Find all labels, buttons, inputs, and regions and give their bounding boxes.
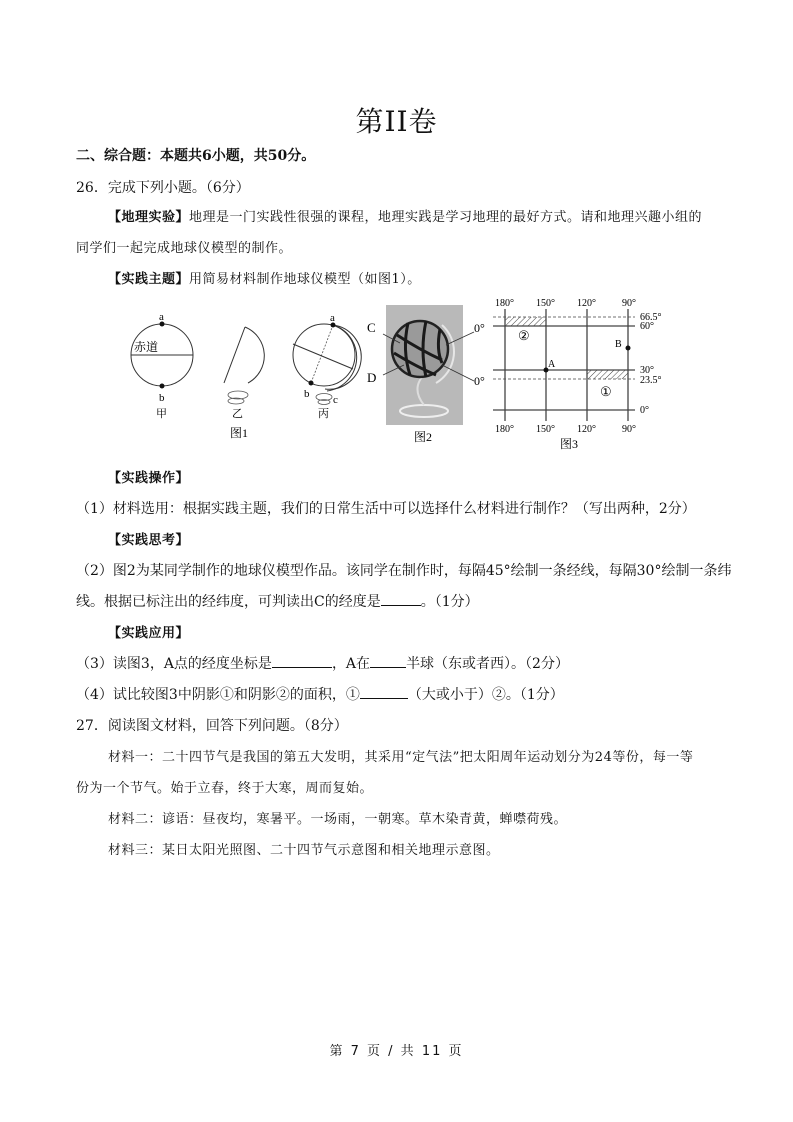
fig1-bing-point-b: b xyxy=(304,388,310,400)
fig3-top-lon-120: 120° xyxy=(577,298,596,309)
application-label: 【实践应用】 xyxy=(108,626,190,641)
fig3-point-a: A xyxy=(548,359,556,370)
sub2-points: 。（1分） xyxy=(420,594,479,610)
figure-2-globe-photo xyxy=(362,305,492,450)
theme-label: 【实践主题】 xyxy=(108,272,190,287)
sub4-text-pre: （4）试比较图3中阴影①和阴影②的面积，① xyxy=(76,687,360,703)
fig2-label-c: C xyxy=(367,320,376,335)
fig2-degree-bottom: 0° xyxy=(474,374,485,388)
experiment-text-1: 地理是一门实践性很强的课程，地理实践是学习地理的最好方式。请和地理兴趣小组的 xyxy=(189,210,703,225)
thinking-label: 【实践思考】 xyxy=(108,533,190,548)
sub3-text-post: 半球（东或者西）。（2分） xyxy=(406,656,569,672)
sub2-answer-blank[interactable] xyxy=(381,591,421,606)
fig1-point-b: b xyxy=(159,392,165,404)
sub3-longitude-blank[interactable] xyxy=(272,653,332,668)
q26-title: 26．完成下列小题。（6分） xyxy=(76,180,250,196)
operation-label: 【实践操作】 xyxy=(108,471,190,486)
figure-1-globe-diagrams xyxy=(120,305,380,450)
sub4-compare-blank[interactable] xyxy=(360,684,408,699)
sub2-text: 线。根据已标注出的经纬度，可判读出C的经度是 xyxy=(76,594,381,610)
fig3-bottom-lon-180: 180° xyxy=(495,424,514,435)
fig3-lat-23-5: 23.5° xyxy=(640,375,662,386)
fig3-shade-2: ② xyxy=(518,328,530,343)
fig3-bottom-lon-120: 120° xyxy=(577,424,596,435)
fig2-label-d: D xyxy=(367,370,377,385)
fig3-lat-0: 0° xyxy=(640,405,649,416)
fig3-top-lon-150: 150° xyxy=(536,298,555,309)
part-heading: 二、综合题：本题共6小题，共50分。 xyxy=(76,148,316,164)
page-footer: 第 7 页 / 共 11 页 xyxy=(329,1044,464,1059)
q26-sub1: （1）材料选用：根据实践主题，我们的日常生活中可以选择什么材料进行制作？（写出两种，2分） xyxy=(76,501,696,517)
fig3-point-b: B xyxy=(615,339,622,350)
fig1-bing-point-a: a xyxy=(330,312,335,324)
fig3-shade-1: ① xyxy=(600,384,612,399)
fig1-equator-label: 赤道 xyxy=(134,340,159,354)
fig3-top-lon-180: 180° xyxy=(495,298,514,309)
sub3-text-pre: （3）读图3，A点的经度坐标是 xyxy=(76,656,272,672)
q27-material3: 材料三：某日太阳光照图、二十四节气示意图和相关地理示意图。 xyxy=(108,843,500,858)
fig3-caption: 图3 xyxy=(560,437,579,451)
fig3-bottom-lon-150: 150° xyxy=(536,424,555,435)
q27-material1-line1: 材料一：二十四节气是我国的第五大发明，其采用“定气法”把太阳周年运动划分为24等份，每一等 xyxy=(108,750,694,765)
section-title: 第II卷 xyxy=(355,105,438,138)
q26-theme xyxy=(108,268,421,287)
fig3-lat-60: 60° xyxy=(640,321,654,332)
q26-sub2-line1: （2）图2为某同学制作的地球仪模型作品。该同学在制作时，每隔45°绘制一条经线，每隔30°绘制一条纬 xyxy=(76,563,732,579)
q26-sub3 xyxy=(76,653,569,673)
q26-sub2-line2 xyxy=(76,591,479,611)
experiment-label: 【地理实验】 xyxy=(108,210,190,225)
sub3-hemisphere-blank[interactable] xyxy=(370,653,406,668)
fig1-label-jia: 甲 xyxy=(156,408,167,420)
q26-sub4 xyxy=(76,684,564,704)
fig1-caption: 图1 xyxy=(230,426,249,440)
q26-experiment-line2: 同学们一起完成地球仪模型的制作。 xyxy=(76,241,293,256)
fig3-top-lon-90: 90° xyxy=(622,298,636,309)
fig3-lat-30: 30° xyxy=(640,365,654,376)
fig1-point-c: c xyxy=(333,394,338,406)
fig2-caption: 图2 xyxy=(414,430,433,444)
sub3-text-mid: ，A在 xyxy=(331,656,371,672)
figure-3-lat-long-grid xyxy=(485,295,685,455)
sub4-text-post: （大或小于）②。（1分） xyxy=(407,687,564,703)
q27-material2: 材料二：谚语：昼夜均，寒暑平。一场雨，一朝寒。草木染青黄，蝉噤荷残。 xyxy=(108,812,568,827)
q26-experiment-line1 xyxy=(108,206,702,225)
fig1-label-bing: 丙 xyxy=(318,408,329,420)
q27-material1-line2: 份为一个节气。始于立春，终于大寒，周而复始。 xyxy=(76,781,374,796)
fig1-label-yi: 乙 xyxy=(232,408,243,420)
q27-title: 27．阅读图文材料，回答下列问题。（8分） xyxy=(76,718,348,734)
fig3-bottom-lon-90: 90° xyxy=(622,424,636,435)
fig1-point-a: a xyxy=(159,311,164,323)
fig2-degree-top: 0° xyxy=(474,321,485,335)
fig3-lat-66-5: 66.5° xyxy=(640,312,662,323)
theme-text: 用简易材料制作地球仪模型（如图1）。 xyxy=(189,272,421,287)
